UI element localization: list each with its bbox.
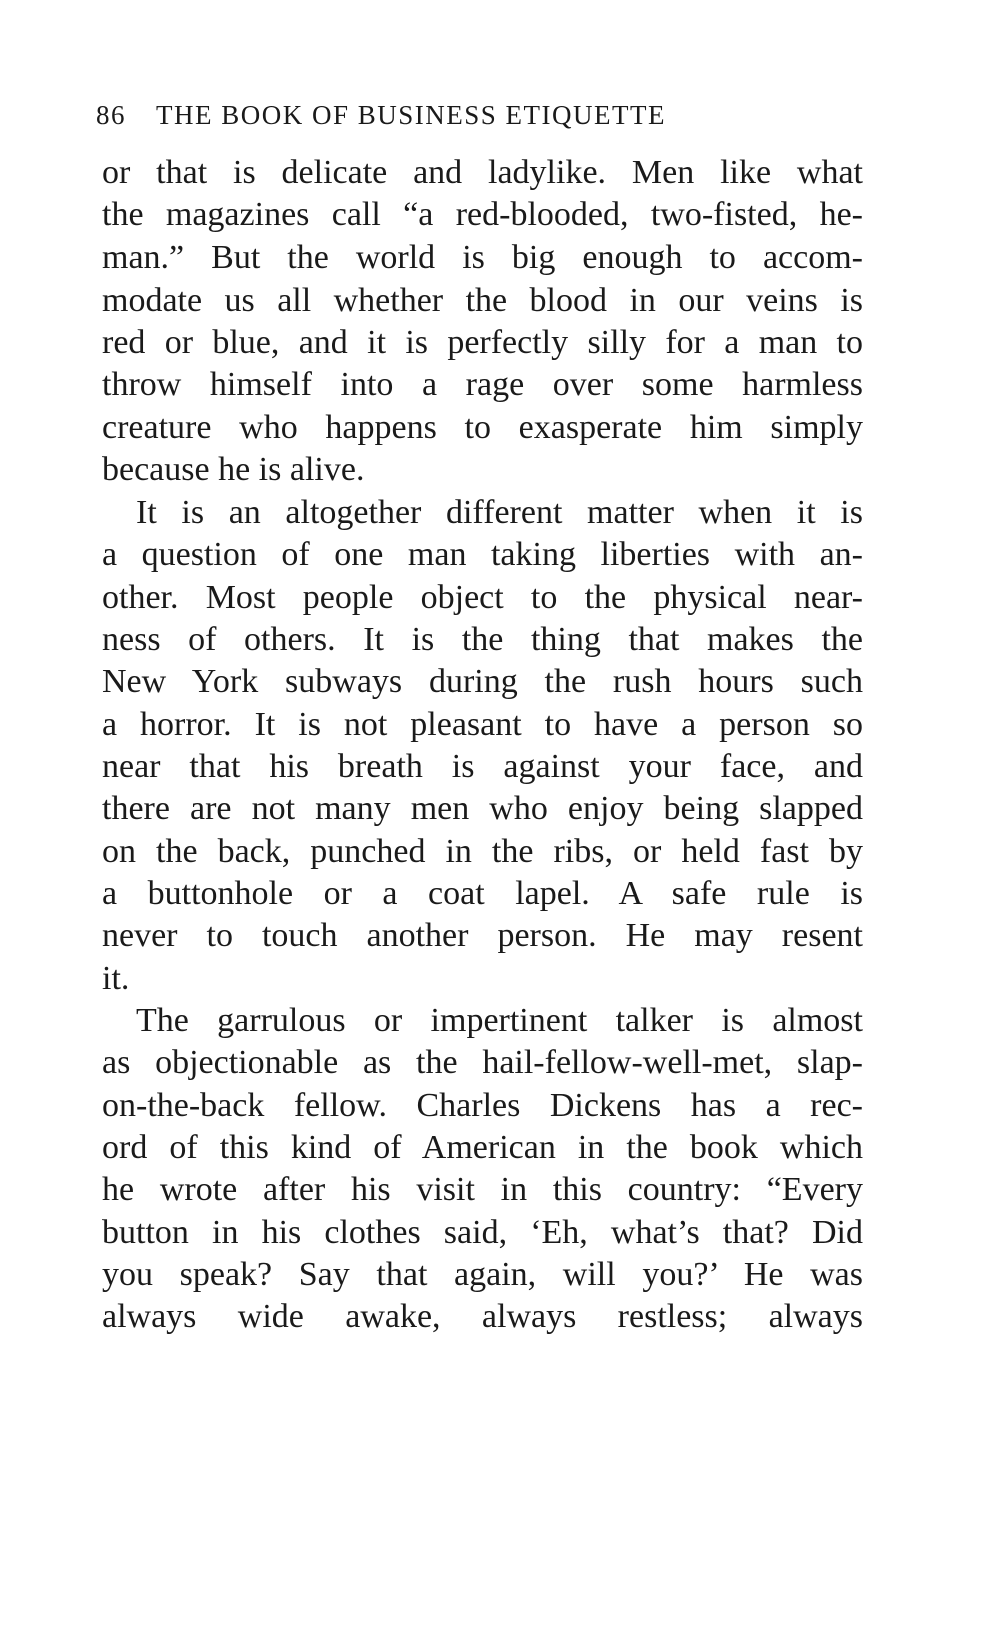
running-head — [96, 100, 816, 140]
text-line: there are not many men who enjoy being slapped — [102, 790, 863, 827]
page-number: 86 — [96, 100, 126, 130]
text-line: New York subways during the rush hours such — [102, 663, 863, 700]
text-line: or that is delicate and ladylike. Men like what — [102, 154, 863, 191]
text-line: The garrulous or impertinent talker is almost — [136, 1002, 863, 1039]
text-line: ord of this kind of American in the book which — [102, 1129, 863, 1166]
text-line: always wide awake, always restless; always — [102, 1298, 863, 1335]
text-line: you speak? Say that again, will you?’ He was — [102, 1256, 863, 1293]
text-line: other. Most people object to the physical near- — [102, 579, 863, 616]
text-line: as objectionable as the hail-fellow-well-met, slap- — [102, 1044, 863, 1081]
text-line: creature who happens to exasperate him simply — [102, 409, 863, 446]
text-line: modate us all whether the blood in our veins is — [102, 282, 863, 319]
text-line: on the back, punched in the ribs, or held fast by — [102, 833, 863, 870]
text-line: on-the-back fellow. Charles Dickens has a rec- — [102, 1087, 863, 1124]
text-line: a question of one man taking liberties with an- — [102, 536, 863, 573]
text-line: the magazines call “a red-blooded, two-fisted, he- — [102, 196, 863, 233]
text-line: It is an altogether different matter when it is — [136, 494, 863, 531]
text-line: ness of others. It is the thing that makes the — [102, 621, 863, 658]
text-line: man.” But the world is big enough to accom- — [102, 239, 863, 276]
text-line: a horror. It is not pleasant to have a person so — [102, 706, 863, 743]
text-line: because he is alive. — [102, 451, 365, 488]
text-line: red or blue, and it is perfectly silly for a man to — [102, 324, 863, 361]
text-line: a buttonhole or a coat lapel. A safe rule is — [102, 875, 863, 912]
text-line: throw himself into a rage over some harmless — [102, 366, 863, 403]
text-line: he wrote after his visit in this country: “Every — [102, 1171, 863, 1208]
text-line: near that his breath is against your face, and — [102, 748, 863, 785]
text-line: button in his clothes said, ‘Eh, what’s that? Did — [102, 1214, 863, 1251]
text-line: never to touch another person. He may resent — [102, 917, 863, 954]
running-title: THE BOOK OF BUSINESS ETIQUETTE — [156, 100, 666, 130]
text-line: it. — [102, 960, 130, 997]
